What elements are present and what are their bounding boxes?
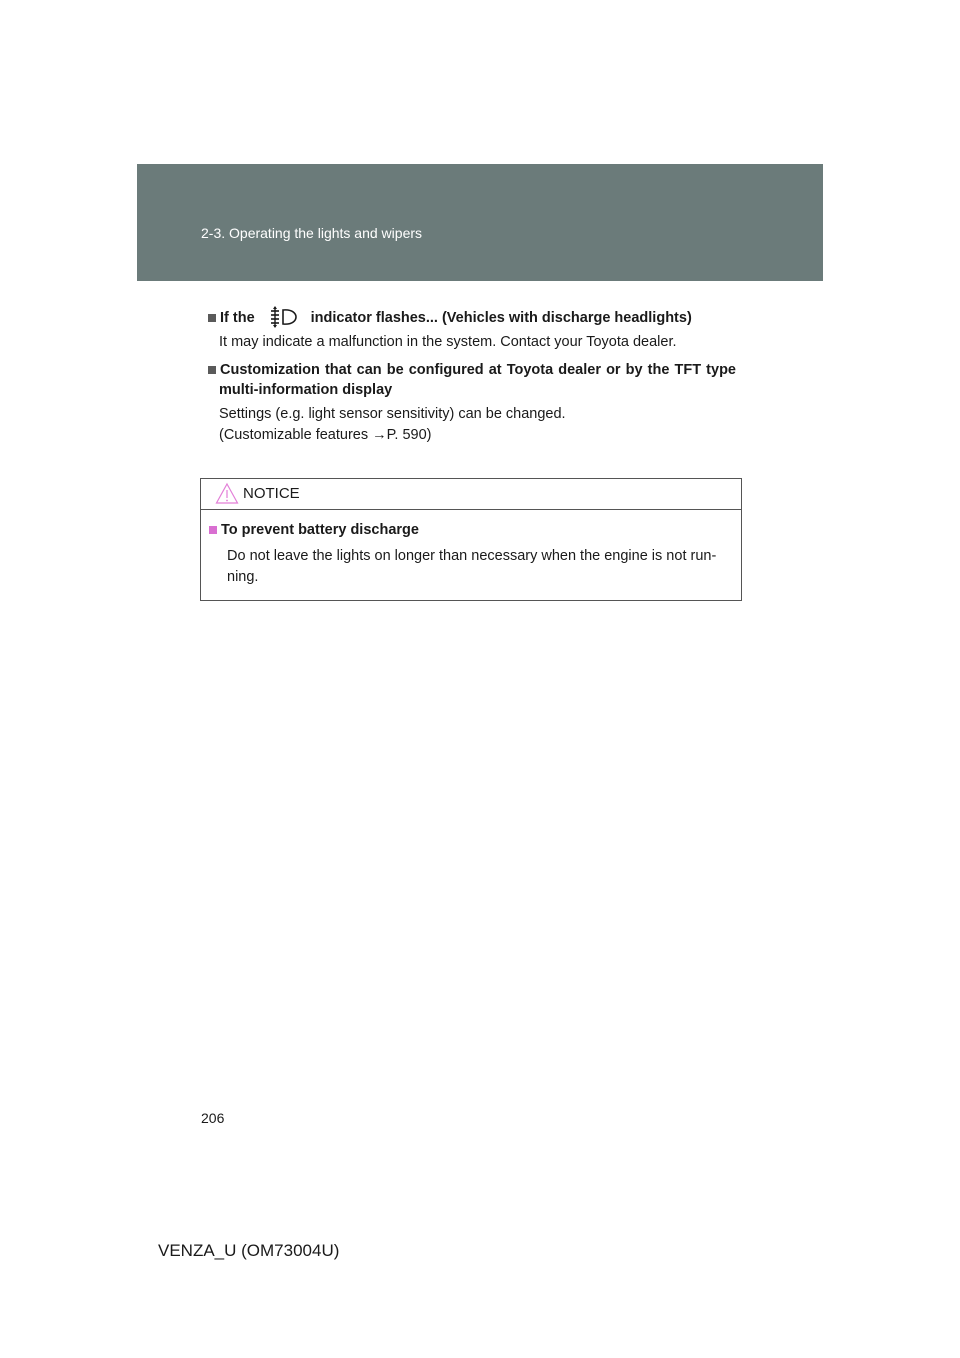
notice-heading [209,520,733,540]
page-number: 206 [201,1110,225,1126]
bullet-square [208,366,216,374]
heading-text-before: If the [220,310,255,326]
notice-header [201,479,741,510]
item-body [219,404,736,446]
body-line-1: Settings (e.g. light sensor sensitivity) can be changed. [219,406,566,422]
bullet-square [208,314,216,322]
notice-box [200,478,742,601]
item-body: It may indicate a malfunction in the system. Contact your Toyota dealer. [219,334,677,350]
headlight-leveling-icon [263,306,303,328]
section-header-band [137,164,823,281]
body-line-2: (Customizable features →P. 590) [219,427,432,443]
notice-heading-text: To prevent battery discharge [221,522,419,538]
bullet-square [209,526,217,534]
notice-title: NOTICE [243,485,300,502]
section-title: 2-3. Operating the lights and wipers [201,225,423,241]
info-item-indicator [208,306,736,353]
content-body [208,306,736,453]
heading-text-after: indicator flashes... (Vehicles with discharge headlights) [310,310,692,326]
item-heading [208,306,736,328]
info-item-customization [208,360,736,446]
notice-body [201,510,741,588]
heading-text: Customization that can be configured at Toyota dealer or by the TFT type multi-information display [219,362,736,398]
document-footer: VENZA_U (OM73004U) [158,1241,340,1260]
notice-text: Do not leave the lights on longer than necessary when the engine is not run-ning. [227,548,717,585]
warning-triangle-icon [215,482,239,506]
item-heading [208,360,736,400]
